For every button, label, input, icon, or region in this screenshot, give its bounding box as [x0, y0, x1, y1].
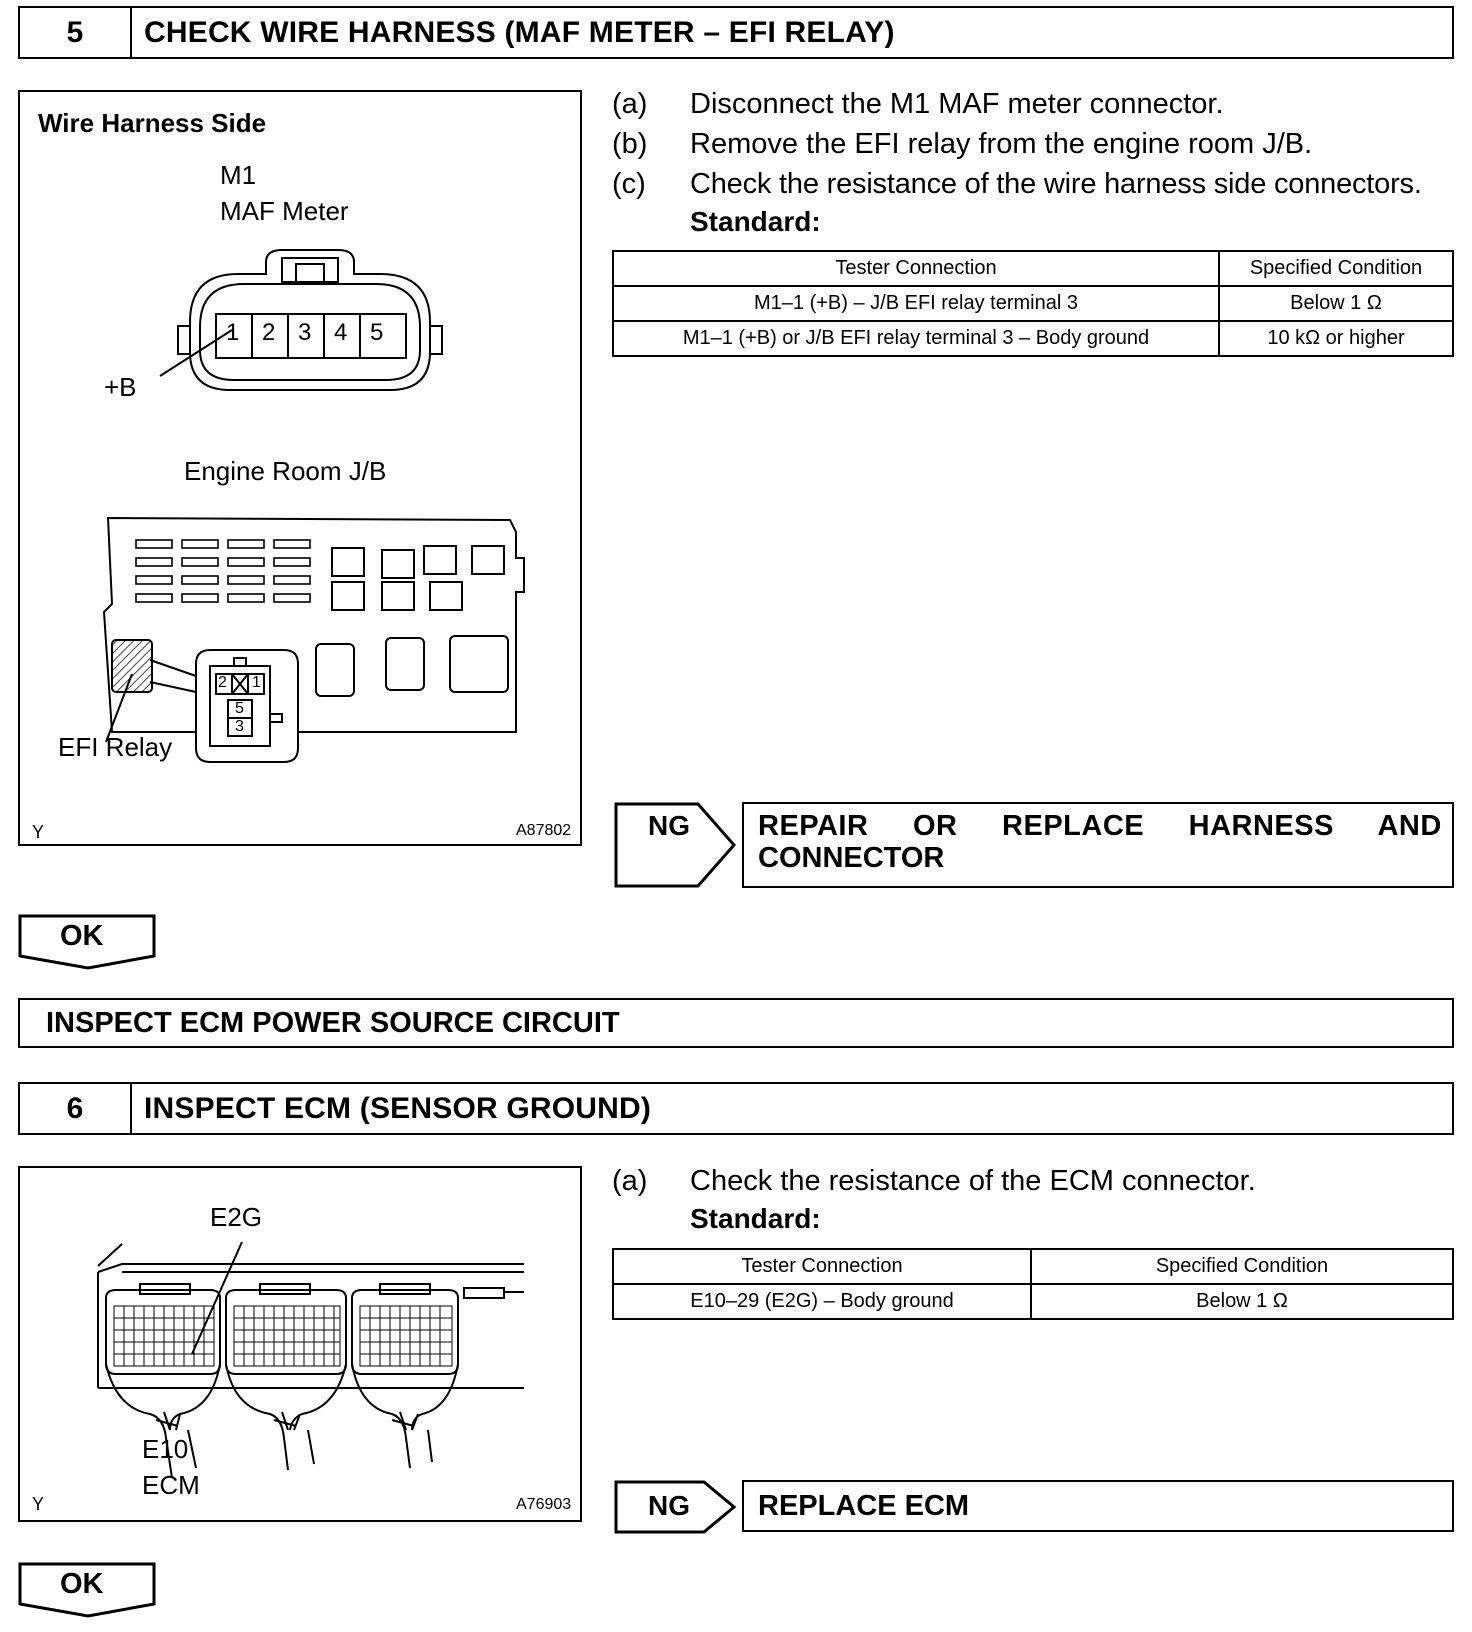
table-cell: Below 1 Ω: [1031, 1284, 1453, 1319]
step-a: [612, 84, 1462, 124]
table-header: Tester Connection: [613, 251, 1219, 286]
pin-1-label: 1: [226, 319, 240, 346]
table-row: [613, 321, 1453, 356]
ecm-terminal-grid: [114, 1306, 452, 1366]
step-b: [612, 124, 1462, 164]
step-text: Check the resistance of the ECM connector.: [690, 1165, 1256, 1197]
junction-block-drawing: [104, 518, 524, 732]
pin-3-label: 3: [298, 319, 312, 346]
jb-label: Engine Room J/B: [184, 456, 387, 486]
section-6-spec-table: [612, 1248, 1454, 1320]
pin-5-label: 5: [370, 319, 384, 346]
relay-pin-2: 2: [218, 674, 227, 691]
table-cell: E10–29 (E2G) – Body ground: [613, 1284, 1031, 1319]
ng-result-5[interactable]: [614, 802, 738, 888]
ok-result-5[interactable]: [18, 914, 158, 970]
connector-id: M1: [220, 160, 257, 190]
table-cell: 10 kΩ or higher: [1219, 321, 1453, 356]
ng-action-line2: CONNECTOR: [758, 842, 945, 874]
section-6-header: [18, 1082, 1454, 1135]
ng-label: NG: [648, 1490, 690, 1521]
pin-4-label: 4: [334, 319, 348, 346]
ng-action-text: REPLACE ECM: [758, 1490, 970, 1522]
table-row: [613, 286, 1453, 321]
relay-pin-5: 5: [235, 700, 244, 717]
step-text: Check the resistance of the wire harness side connectors.: [690, 168, 1422, 200]
step-title: INSPECT ECM (SENSOR GROUND): [144, 1091, 652, 1125]
efi-relay-slot: [112, 640, 152, 692]
pin-2-label: 2: [262, 319, 276, 346]
ok-result-6[interactable]: [18, 1562, 158, 1618]
ng-result-6[interactable]: [614, 1480, 738, 1534]
connector-name: MAF Meter: [220, 196, 349, 226]
step-text: Remove the EFI relay from the engine room J/B.: [690, 128, 1313, 160]
step-label: (a): [612, 1165, 648, 1197]
section-5-steps: [612, 84, 1462, 204]
step-title: CHECK WIRE HARNESS (MAF METER – EFI RELAY): [144, 15, 895, 49]
standard-label: Standard:: [690, 1203, 821, 1234]
ecm-connector-name: ECM: [142, 1470, 200, 1500]
table-header-row: [613, 1249, 1453, 1284]
table-cell: M1–1 (+B) – J/B EFI relay terminal 3: [613, 286, 1219, 321]
step-c: [612, 164, 1462, 204]
ng-action-6: [742, 1480, 1454, 1532]
ng-action-5: [742, 802, 1454, 888]
wire-harness-figure: [18, 90, 582, 846]
step-text: Disconnect the M1 MAF meter connector.: [690, 88, 1224, 120]
section-5-spec-table: [612, 250, 1454, 357]
step-label: (c): [612, 168, 646, 200]
ng-action-line1: REPAIR OR REPLACE HARNESS AND: [758, 810, 1442, 842]
table-header-row: [613, 251, 1453, 286]
ecm-figure: [18, 1166, 582, 1522]
section-5-header: [18, 6, 1454, 59]
step-label: (a): [612, 88, 648, 120]
table-header: Specified Condition: [1219, 251, 1453, 286]
figure-heading: Wire Harness Side: [38, 108, 267, 138]
ok-label: OK: [60, 920, 104, 952]
figure-code: A76903: [516, 1496, 572, 1513]
relay-terminal-drawing: [196, 650, 298, 762]
relay-pin-3: 3: [235, 718, 244, 735]
ecm-connector-diagram: [20, 1168, 584, 1524]
ng-label: NG: [648, 810, 690, 841]
ok-label: OK: [60, 1568, 104, 1600]
step-label: (b): [612, 128, 648, 160]
figure-corner-code: Y: [32, 822, 45, 842]
e2g-label: E2G: [210, 1202, 263, 1232]
table-header: Tester Connection: [613, 1249, 1031, 1284]
relay-pin-1: 1: [252, 674, 261, 691]
table-cell: Below 1 Ω: [1219, 286, 1453, 321]
figure-code: A87802: [516, 822, 572, 839]
step-a: [612, 1161, 1462, 1201]
table-row: [613, 1284, 1453, 1319]
next-step-band: INSPECT ECM POWER SOURCE CIRCUIT: [18, 998, 1454, 1048]
table-cell: M1–1 (+B) or J/B EFI relay terminal 3 – Body ground: [613, 321, 1219, 356]
figure-corner-code: Y: [32, 1494, 45, 1514]
step-number: 6: [20, 1084, 132, 1133]
standard-label: Standard:: [690, 206, 821, 237]
table-header: Specified Condition: [1031, 1249, 1453, 1284]
section-6-steps: [612, 1161, 1462, 1201]
plus-b-label: +B: [104, 372, 137, 402]
ecm-connector-id: E10: [142, 1434, 189, 1464]
step-number: 5: [20, 8, 132, 57]
efi-relay-label: EFI Relay: [58, 732, 173, 762]
